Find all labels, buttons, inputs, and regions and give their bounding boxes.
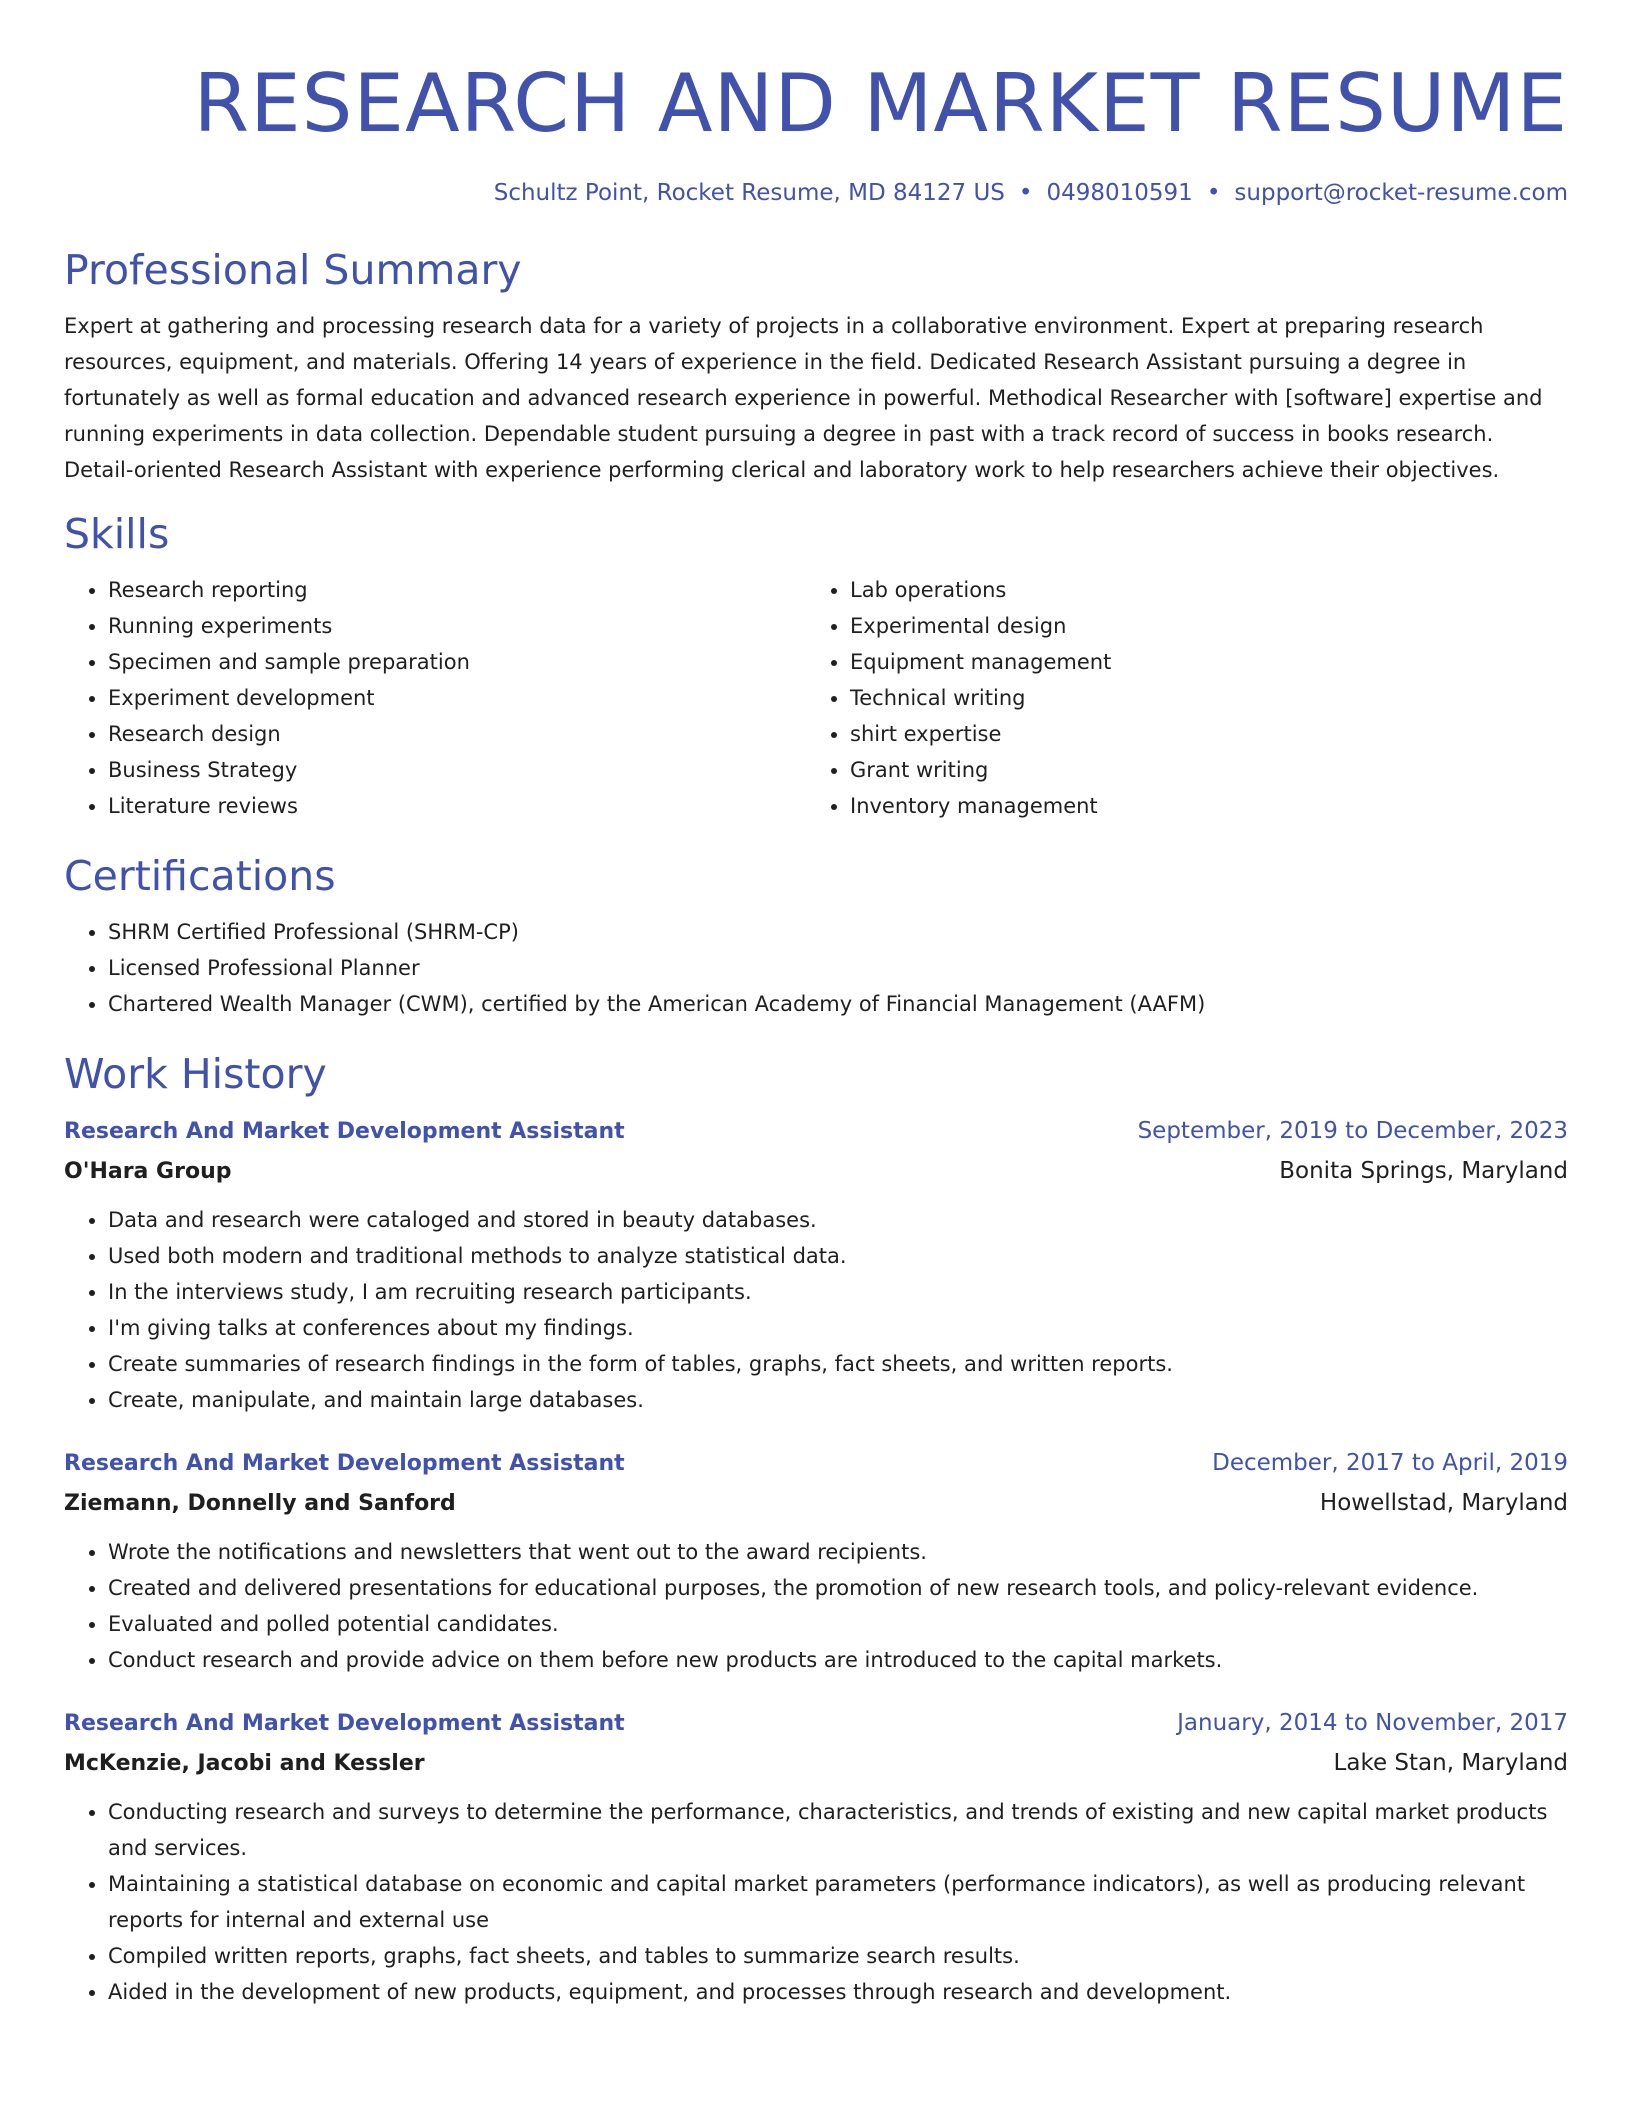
job-title: Research And Market Development Assistant	[64, 1119, 625, 1144]
contact-separator: •	[1018, 180, 1033, 206]
skill-item: • Lab operations	[850, 572, 1548, 608]
job-bullets	[64, 1202, 1568, 1418]
job-bullet: • Maintaining a statistical database on economic and capital market parameters (performance indicators), as well as producing relevant reports for internal and external use	[108, 1866, 1568, 1938]
skills-list-right	[806, 572, 1548, 824]
skill-item: • Literature reviews	[108, 788, 806, 824]
job-company: Ziemann, Donnelly and Sanford	[64, 1491, 456, 1516]
job-entry	[64, 1112, 1568, 1418]
job-bullet: • In the interviews study, I am recruiting research participants.	[108, 1274, 1568, 1310]
job-dates: September, 2019 to December, 2023	[1137, 1118, 1568, 1144]
job-company: McKenzie, Jacobi and Kessler	[64, 1751, 425, 1776]
skill-item: • Running experiments	[108, 608, 806, 644]
skill-item: • Research design	[108, 716, 806, 752]
skills-heading: Skills	[64, 510, 170, 558]
job-title: Research And Market Development Assistant	[64, 1711, 625, 1736]
job-bullet: • Data and research were cataloged and stored in beauty databases.	[108, 1202, 1568, 1238]
job-bullet: • Evaluated and polled potential candidates.	[108, 1606, 1568, 1642]
skills-grid	[64, 572, 1568, 824]
job-bullets	[64, 1534, 1568, 1678]
job-entry	[64, 1444, 1568, 1678]
summary-section	[64, 244, 1568, 488]
job-bullet: • Create, manipulate, and maintain large databases.	[108, 1382, 1568, 1418]
work-history-section	[64, 1048, 1568, 2010]
certification-item: • SHRM Certified Professional (SHRM-CP)	[108, 914, 1568, 950]
contact-line	[64, 178, 1568, 208]
contact-separator: •	[1206, 180, 1221, 206]
certifications-list	[64, 914, 1568, 1022]
job-bullets	[64, 1794, 1568, 2010]
job-bullet: • Wrote the notifications and newsletters that went out to the award recipients.	[108, 1534, 1568, 1570]
job-location: Howellstad, Maryland	[1319, 1490, 1568, 1516]
job-location: Bonita Springs, Maryland	[1279, 1158, 1568, 1184]
skill-item: • Experiment development	[108, 680, 806, 716]
work-history-heading: Work History	[64, 1050, 327, 1098]
resume-title: RESEARCH AND MARKET RESUME	[193, 57, 1568, 150]
job-bullet: • Aided in the development of new products, equipment, and processes through research and development.	[108, 1974, 1568, 2010]
certification-item: • Chartered Wealth Manager (CWM), certified by the American Academy of Financial Management (AAFM)	[108, 986, 1568, 1022]
job-bullet: • Compiled written reports, graphs, fact sheets, and tables to summarize search results.	[108, 1938, 1568, 1974]
job-bullet: • Created and delivered presentations for educational purposes, the promotion of new research tools, and policy-relevant evidence.	[108, 1570, 1568, 1606]
job-title: Research And Market Development Assistant	[64, 1451, 625, 1476]
skill-item: • Grant writing	[850, 752, 1548, 788]
certifications-section	[64, 850, 1568, 1022]
summary-heading: Professional Summary	[64, 246, 522, 294]
contact-email[interactable]: support@rocket-resume.com	[1234, 180, 1568, 206]
certifications-heading: Certifications	[64, 852, 336, 900]
skill-item: • Business Strategy	[108, 752, 806, 788]
job-location: Lake Stan, Maryland	[1333, 1750, 1568, 1776]
skills-list-left	[64, 572, 806, 824]
summary-text: Expert at gathering and processing research data for a variety of projects in a collaborative environment. Expert at preparing research resources, equipment, and materials. Offering 14 years of experience in the field. Dedicated Research Assistant pursuing a degree in fortunately as well as formal education and advanced research experience in powerful. Methodical Researcher with [software] expertise and running experiments in data collection. Dependable student pursuing a degree in past with a track record of success in books research. Detail-oriented Research Assistant with experience performing clerical and laboratory work to help researchers achieve their objectives.	[64, 314, 1543, 482]
skills-section	[64, 508, 1568, 824]
job-entry	[64, 1704, 1568, 2010]
job-dates: December, 2017 to April, 2019	[1212, 1450, 1568, 1476]
skill-item: • Technical writing	[850, 680, 1548, 716]
skill-item: • Inventory management	[850, 788, 1548, 824]
skill-item: • Equipment management	[850, 644, 1548, 680]
certification-item: • Licensed Professional Planner	[108, 950, 1568, 986]
job-bullet: • I'm giving talks at conferences about my findings.	[108, 1310, 1568, 1346]
job-bullet: • Used both modern and traditional methods to analyze statistical data.	[108, 1238, 1568, 1274]
contact-address: Schultz Point, Rocket Resume, MD 84127 US	[493, 180, 1005, 206]
job-dates: January, 2014 to November, 2017	[1177, 1710, 1568, 1736]
skill-item: • Experimental design	[850, 608, 1548, 644]
job-bullet: • Conducting research and surveys to determine the performance, characteristics, and trends of existing and new capital market products and services.	[108, 1794, 1568, 1866]
skill-item: • Research reporting	[108, 572, 806, 608]
job-bullet: • Create summaries of research findings in the form of tables, graphs, fact sheets, and written reports.	[108, 1346, 1568, 1382]
skill-item: • shirt expertise	[850, 716, 1548, 752]
contact-phone: 0498010591	[1046, 180, 1193, 206]
job-company: O'Hara Group	[64, 1159, 232, 1184]
skill-item: • Specimen and sample preparation	[108, 644, 806, 680]
job-bullet: • Conduct research and provide advice on them before new products are introduced to the capital markets.	[108, 1642, 1568, 1678]
